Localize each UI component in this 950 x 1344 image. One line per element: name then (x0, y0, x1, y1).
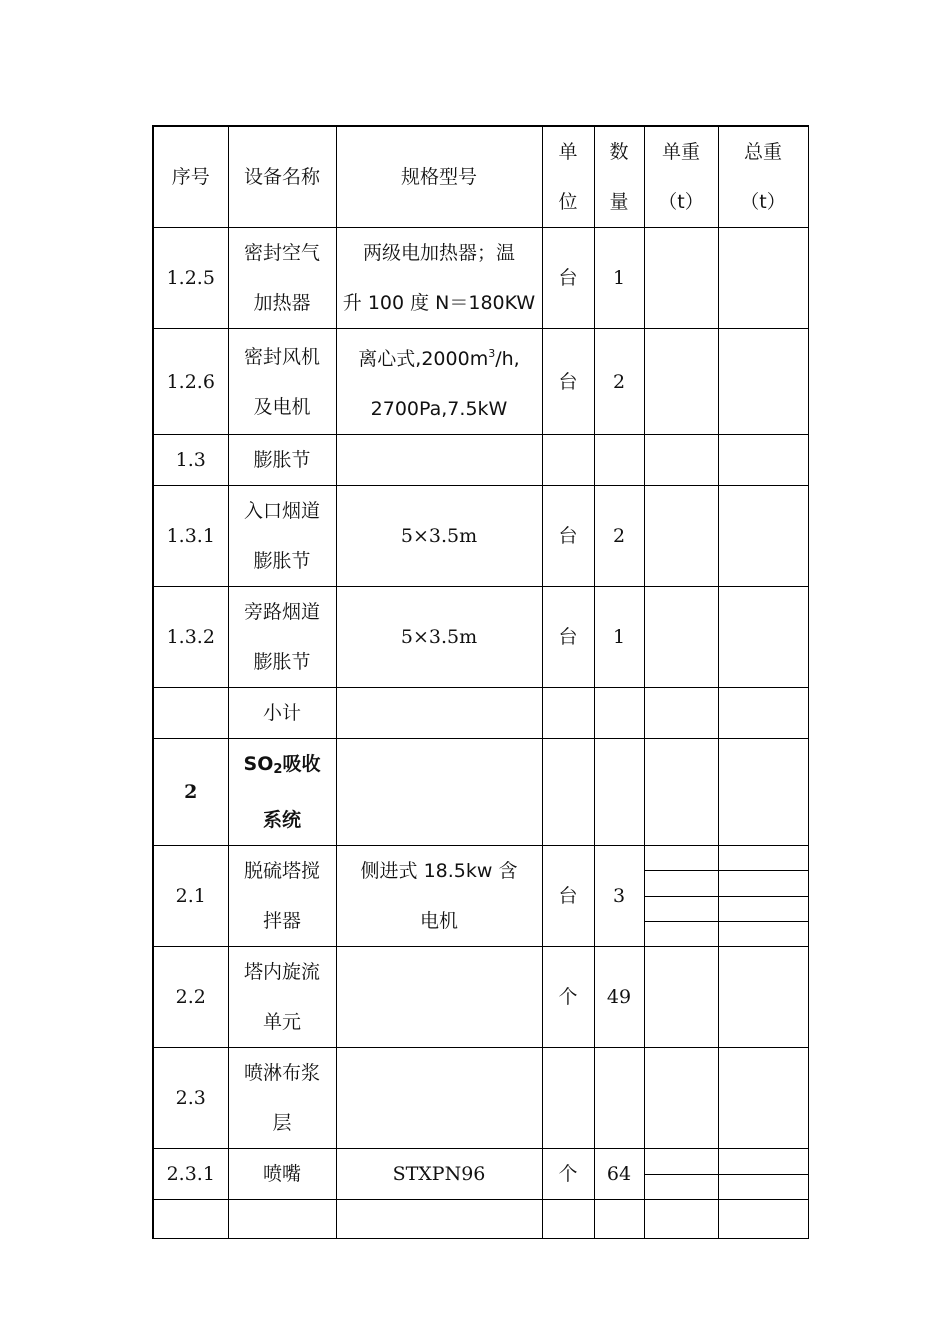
table-row (153, 846, 808, 947)
cell-qty: 64 (594, 1149, 644, 1200)
cell-spec (336, 739, 542, 846)
subtotal-row (153, 688, 808, 739)
cell-spec (336, 947, 542, 1048)
header-unit: 单 位 (542, 126, 594, 228)
section-row (153, 739, 808, 846)
cell-qty: 2 (594, 486, 644, 587)
cell-spec: 离心式$,2000m^3/h$, 2700Pa,7.5kW (336, 329, 542, 435)
cell-spec (336, 1200, 542, 1239)
cell-unit: 台 (542, 587, 594, 688)
cell-total-weight (718, 1149, 808, 1200)
cell-total-weight (718, 486, 808, 587)
header-spec: 规格型号 (336, 126, 542, 228)
cell-unit: 台 (542, 228, 594, 329)
header-seq: 序号 (153, 126, 228, 228)
table-row (153, 587, 808, 688)
cell-unit-weight (644, 587, 718, 688)
cell-name: 塔内旋流 单元 (228, 947, 336, 1048)
cell-qty: 1 (594, 228, 644, 329)
cell-seq: 1.3.2 (153, 587, 228, 688)
cell-total-weight (718, 846, 808, 947)
cell-total-weight (718, 947, 808, 1048)
cell-unit-weight (644, 486, 718, 587)
table-header-row (153, 126, 808, 228)
table-row (153, 329, 808, 435)
cell-unit-weight (644, 435, 718, 486)
cell-name (228, 1200, 336, 1239)
cell-qty: 1 (594, 587, 644, 688)
cell-seq (153, 688, 228, 739)
cell-unit (542, 1200, 594, 1239)
header-qty: 数 量 (594, 126, 644, 228)
cell-qty: 49 (594, 947, 644, 1048)
cell-seq: 1.3.1 (153, 486, 228, 587)
cell-unit (542, 739, 594, 846)
cell-qty (594, 739, 644, 846)
cell-spec (336, 435, 542, 486)
header-name: 设备名称 (228, 126, 336, 228)
cell-qty (594, 1200, 644, 1239)
table-row (153, 1200, 808, 1239)
cell-name: 密封风机 及电机 (228, 329, 336, 435)
equipment-table (152, 125, 809, 1239)
cell-name: 喷淋布浆 层 (228, 1048, 336, 1149)
cell-unit-weight (644, 1048, 718, 1149)
cell-seq: 1.3 (153, 435, 228, 486)
cell-unit-weight (644, 329, 718, 435)
cell-spec (336, 1048, 542, 1149)
cell-spec: 5×3.5m (336, 486, 542, 587)
cell-qty (594, 435, 644, 486)
cell-seq: 2.3.1 (153, 1149, 228, 1200)
cell-seq: 2 (153, 739, 228, 846)
cell-unit-weight (644, 1200, 718, 1239)
cell-qty: 2 (594, 329, 644, 435)
cell-spec (336, 688, 542, 739)
cell-unit-weight (644, 947, 718, 1048)
cell-qty (594, 688, 644, 739)
cell-qty (594, 1048, 644, 1149)
cell-spec: STXPN96 (336, 1149, 542, 1200)
cell-unit (542, 688, 594, 739)
cell-name: 脱硫塔搅 拌器 (228, 846, 336, 947)
cell-seq: 2.3 (153, 1048, 228, 1149)
table-row (153, 1149, 808, 1200)
cell-unit: 台 (542, 486, 594, 587)
cell-unit: 台 (542, 846, 594, 947)
cell-spec: 两级电加热器；温 升 100 度 N＝180KW (336, 228, 542, 329)
cell-unit: 台 (542, 329, 594, 435)
cell-unit (542, 1048, 594, 1149)
cell-name: $SO_2$吸收 系统 (228, 739, 336, 846)
cell-unit-weight (644, 846, 718, 947)
cell-qty: 3 (594, 846, 644, 947)
cell-unit-weight (644, 1149, 718, 1200)
cell-total-weight (718, 1200, 808, 1239)
cell-unit-weight (644, 739, 718, 846)
cell-name: 入口烟道 膨胀节 (228, 486, 336, 587)
table-row (153, 435, 808, 486)
cell-name: 小计 (228, 688, 336, 739)
cell-unit: 个 (542, 1149, 594, 1200)
cell-name: 喷嘴 (228, 1149, 336, 1200)
cell-spec: 5×3.5m (336, 587, 542, 688)
cell-seq (153, 1200, 228, 1239)
cell-unit-weight (644, 688, 718, 739)
table-row (153, 228, 808, 329)
cell-name: 旁路烟道 膨胀节 (228, 587, 336, 688)
cell-total-weight (718, 435, 808, 486)
cell-seq: 1.2.6 (153, 329, 228, 435)
cell-total-weight (718, 739, 808, 846)
cell-total-weight (718, 1048, 808, 1149)
cell-seq: 2.2 (153, 947, 228, 1048)
cell-unit (542, 435, 594, 486)
cell-total-weight (718, 587, 808, 688)
cell-name: 密封空气 加热器 (228, 228, 336, 329)
cell-total-weight (718, 329, 808, 435)
header-total-weight: 总重 （t） (718, 126, 808, 228)
cell-seq: 2.1 (153, 846, 228, 947)
cell-unit-weight (644, 228, 718, 329)
cell-spec: 侧进式 18.5kw 含 电机 (336, 846, 542, 947)
cell-seq: 1.2.5 (153, 228, 228, 329)
cell-total-weight (718, 228, 808, 329)
cell-total-weight (718, 688, 808, 739)
table-row (153, 1048, 808, 1149)
cell-name: 膨胀节 (228, 435, 336, 486)
header-unit-weight: 单重 （t） (644, 126, 718, 228)
table-row (153, 947, 808, 1048)
table-row (153, 486, 808, 587)
cell-unit: 个 (542, 947, 594, 1048)
